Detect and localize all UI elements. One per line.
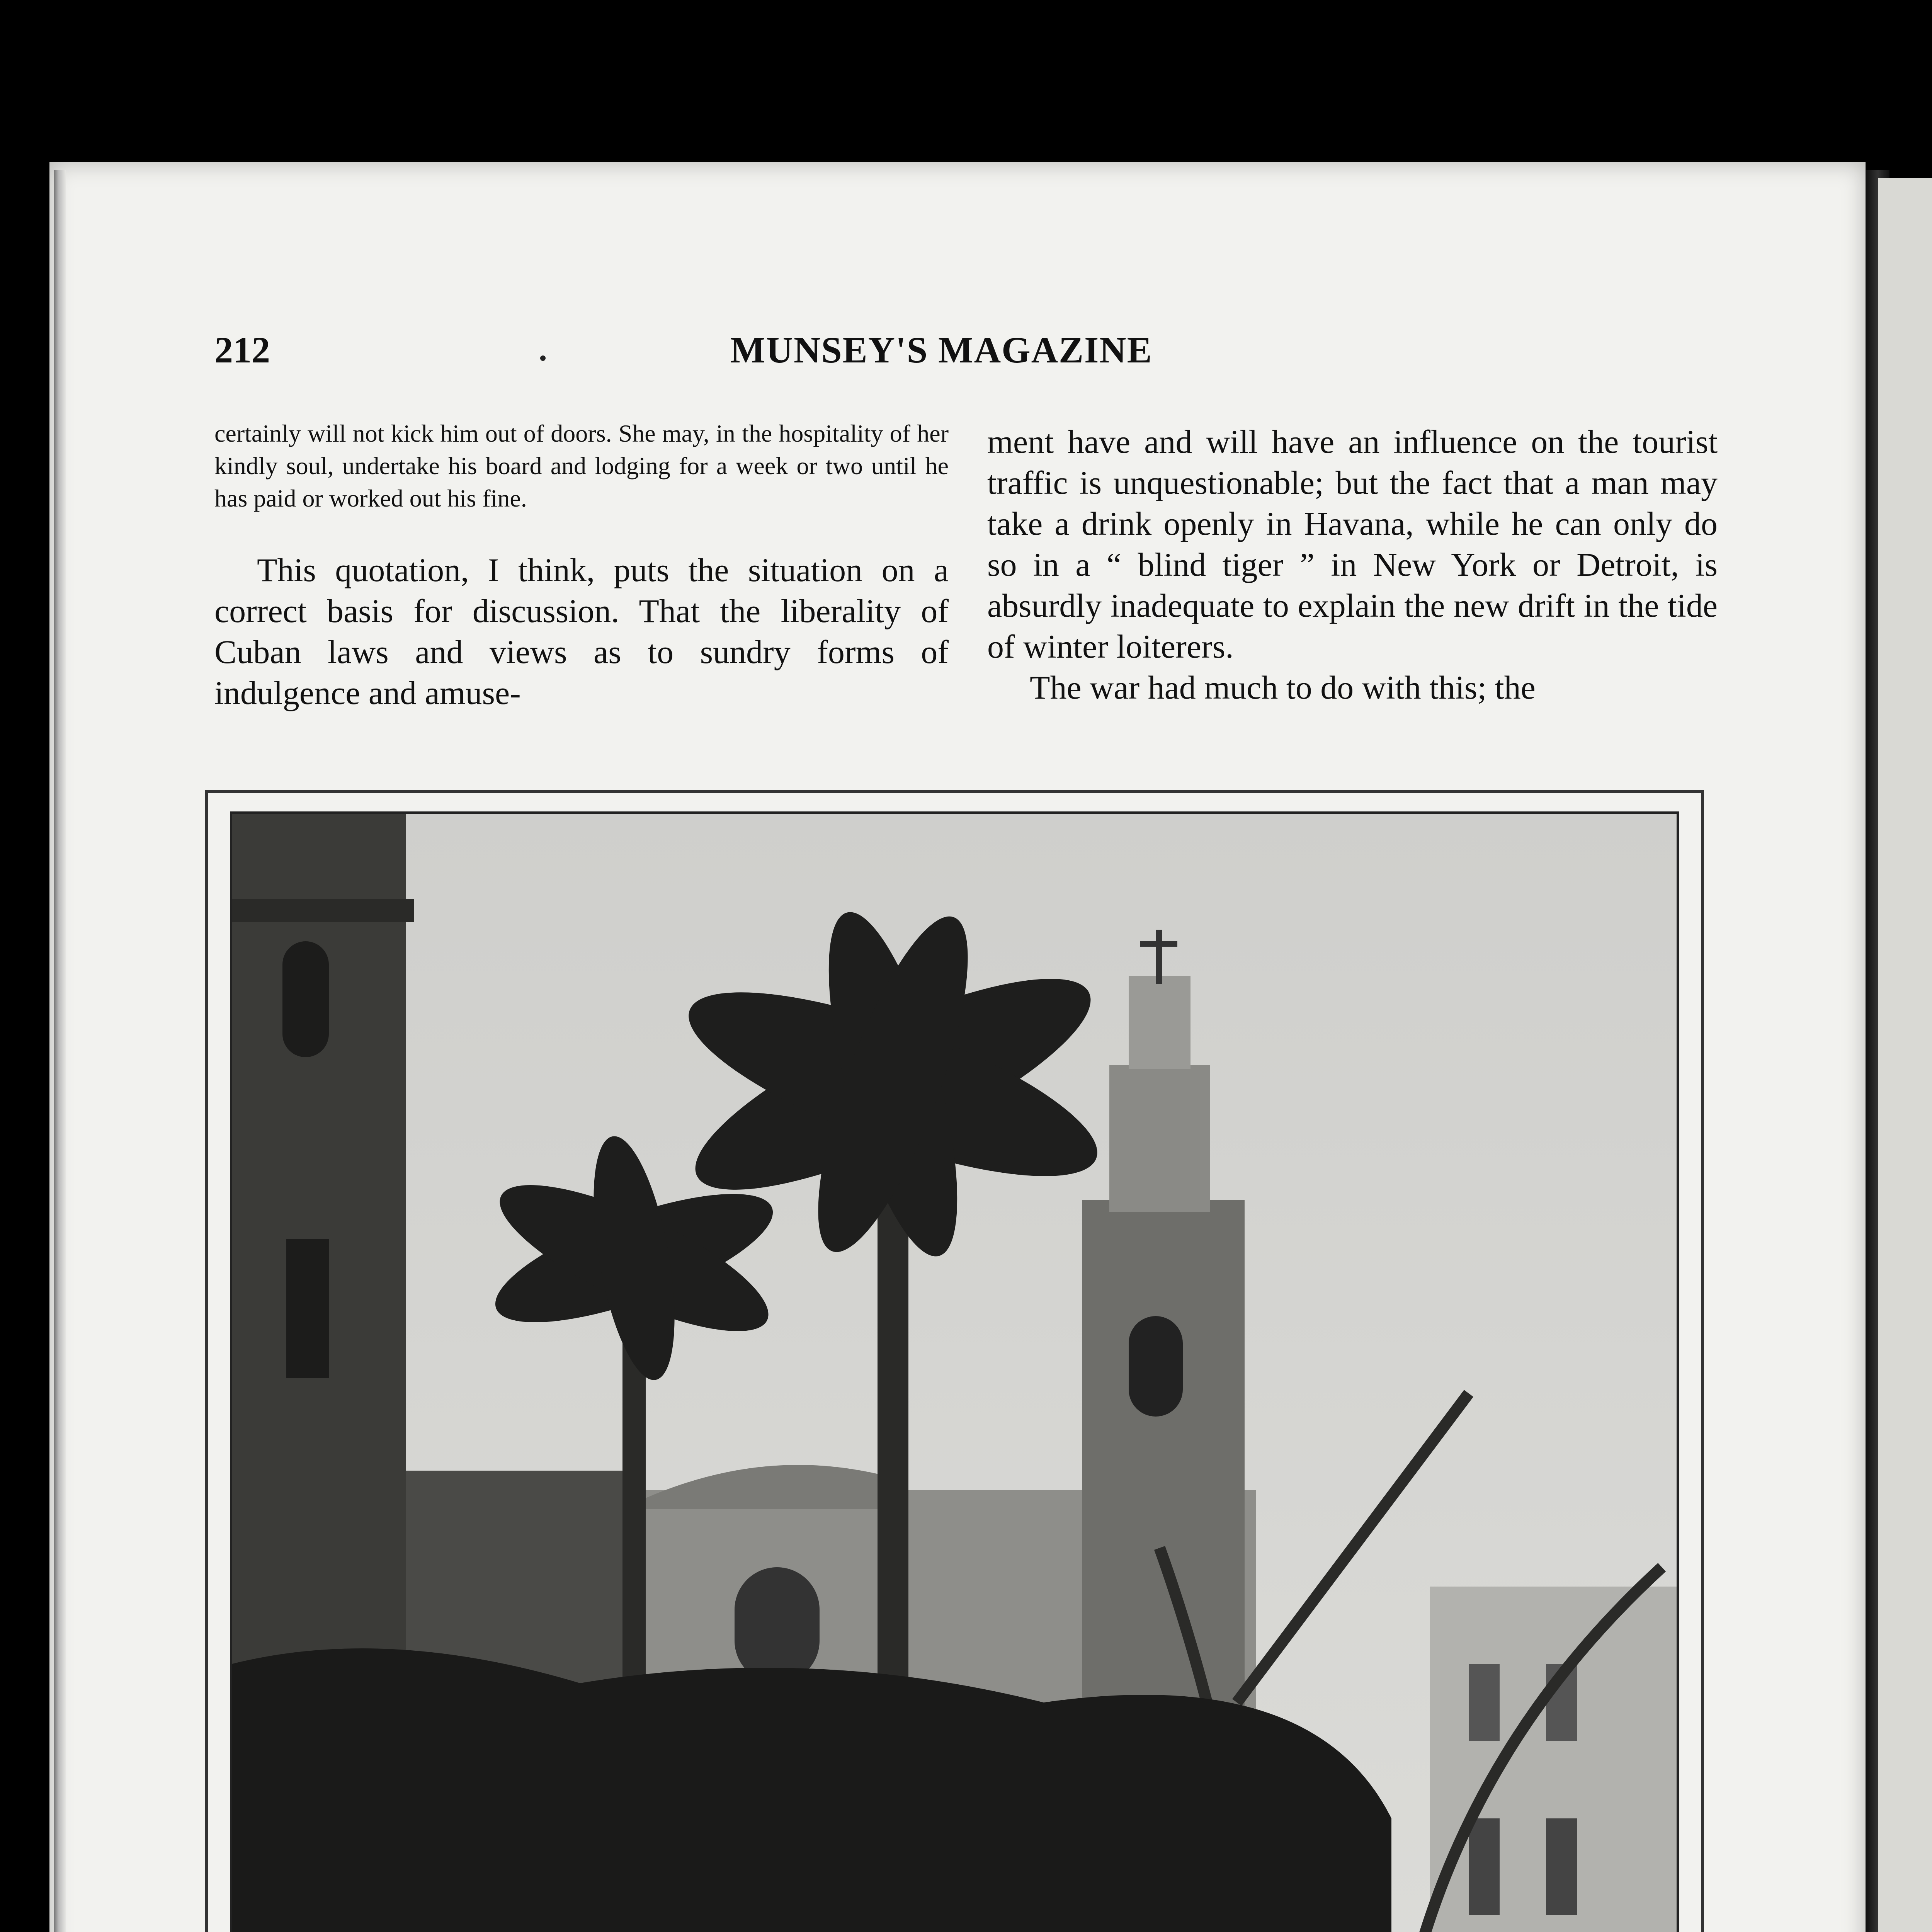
- right-paragraph: ment have and will have an influence on the tourist traffic is unquestionable; but the fact that a man may take a drink openly in Havana, while he can only do so in a “ blind tiger ” in New York or Detroit, is absurdly inadequate to explain the new drift in the tide of winter loiterers.: [987, 423, 1718, 665]
- left-column: [214, 417, 949, 713]
- header-dot: [540, 355, 546, 361]
- page-number: 212: [214, 329, 270, 371]
- church-photograph: [230, 811, 1679, 1932]
- page-spine: [54, 170, 66, 1932]
- right-paragraph-2: The war had much to do with this; the: [1030, 669, 1536, 706]
- church-photo-illustration: [232, 814, 1679, 1932]
- right-column: [987, 421, 1718, 708]
- running-title: MUNSEY'S MAGAZINE: [730, 329, 1153, 371]
- left-paragraph: This quotation, I think, puts the situation on a correct basis for discussion. That the liberality of Cuban laws and views as to sundry forms of indulgence and amuse-: [214, 551, 949, 711]
- quote-text: certainly will not kick him out of doors. She may, in the hospitality of her kindly soul, undertake his board and lodging for a week or two until he has paid or worked out his fine.: [214, 420, 949, 512]
- next-page-edge: [1878, 178, 1932, 1932]
